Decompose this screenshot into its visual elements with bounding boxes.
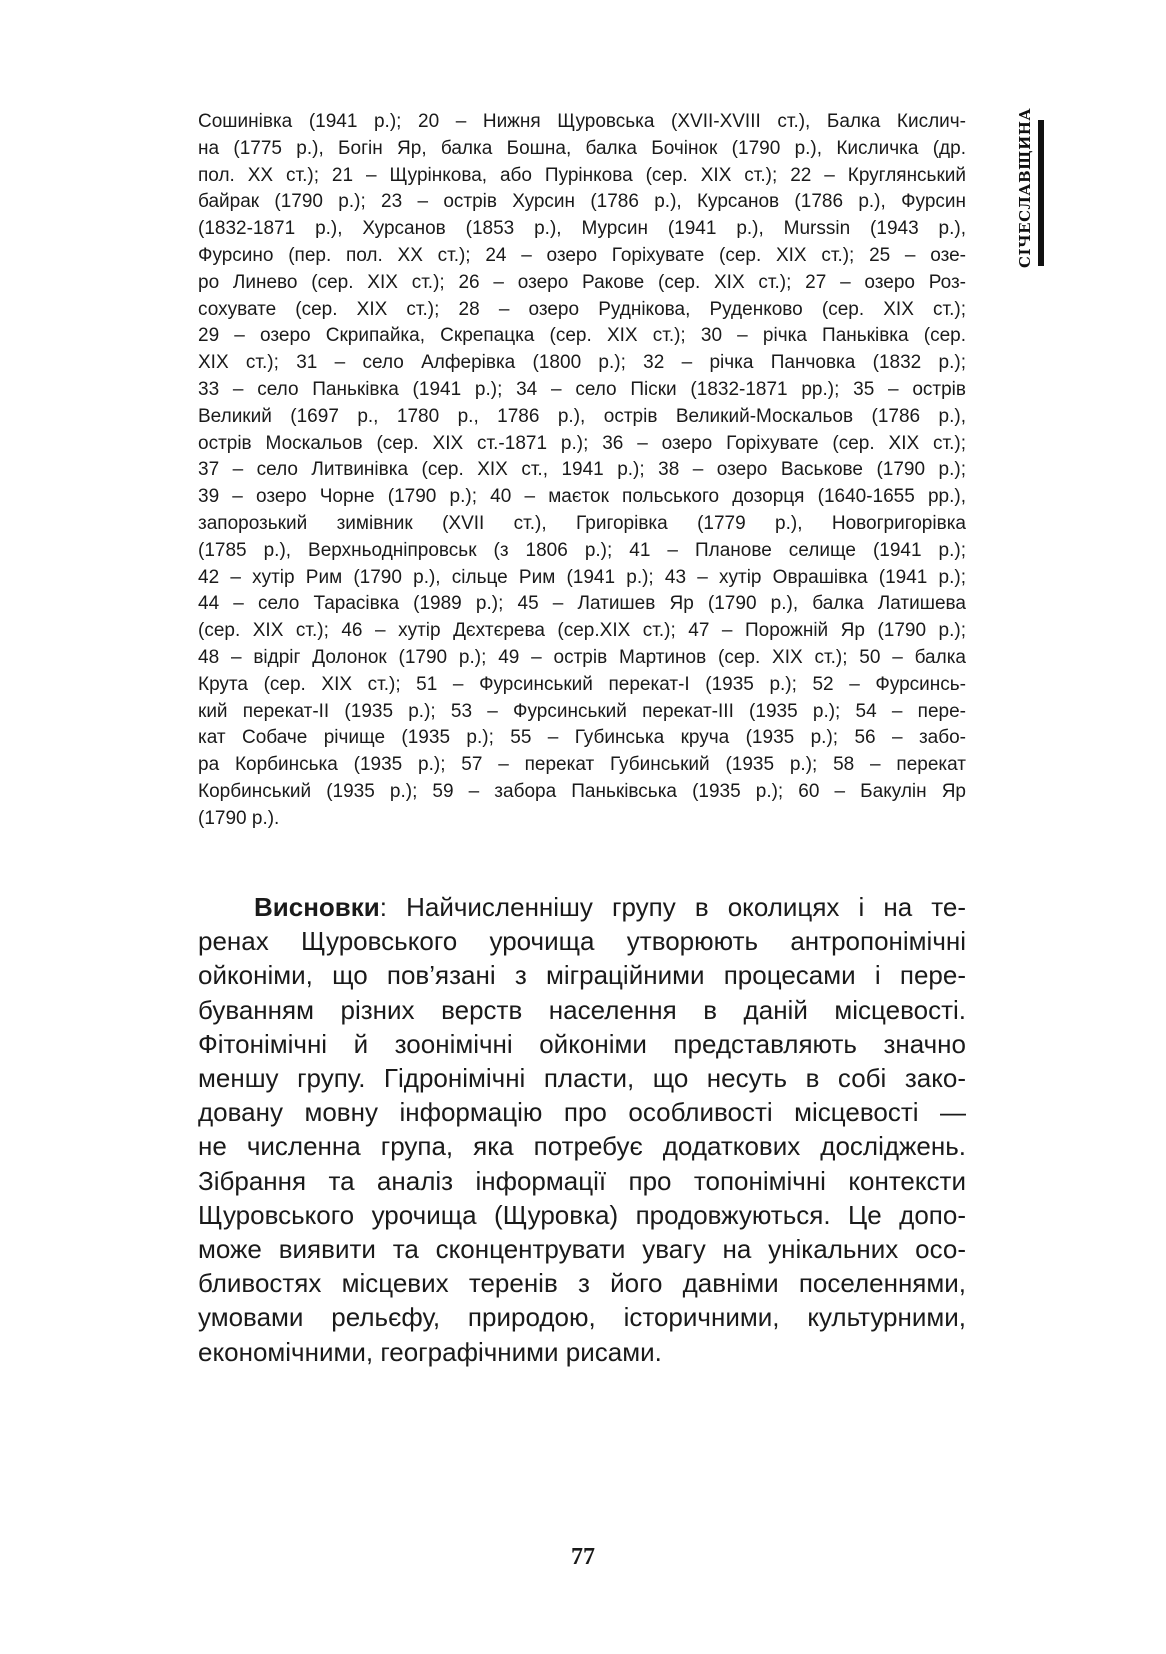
conclusions-line: буванням різних верств населення в даній місцевості. (198, 994, 966, 1025)
reference-line: Фурсино (пер. пол. XX ст.); 24 – озеро Горіхувате (сер. XIX ст.); 25 – озе- (198, 244, 966, 266)
reference-line: ро Линево (сер. XIX ст.); 26 – озеро Ракове (сер. XIX ст.); 27 – озеро Роз- (198, 271, 966, 293)
reference-line: запорозький зимівник (XVII ст.), Григорівка (1779 р.), Новогригорівка (198, 512, 966, 534)
reference-line: острів Москальов (сер. XIX ст.-1871 р.); 36 – озеро Горіхувате (сер. XIX ст.); (198, 432, 966, 454)
references-list (198, 109, 966, 833)
conclusions-line: може виявити та сконцентрувати увагу на унікальних осо- (198, 1234, 966, 1265)
reference-line: (сер. XIX ст.); 46 – хутір Дєхтєрева (сер.XIX ст.); 47 – Порожній Яр (1790 р.); (198, 620, 966, 642)
reference-line: (1832-1871 р.), Хурсанов (1853 р.), Мурсин (1941 р.), Murssin (1943 р.), (198, 218, 966, 240)
conclusions-line: Зібрання та аналіз інформації про топонімічні контексти (198, 1165, 966, 1196)
reference-line: (1790 р.). (198, 807, 280, 829)
publication-logo (998, 107, 1048, 268)
reference-line: байрак (1790 р.); 23 – острів Хурсин (1786 р.), Курсанов (1786 р.), Фурсин (198, 191, 966, 213)
conclusions-label: Висновки (254, 892, 380, 922)
reference-line: Корбинський (1935 р.); 59 – забора Паньківська (1935 р.); 60 – Бакулін Яр (198, 780, 966, 802)
conclusions-line: довану мовну інформацію про особливості місцевості — (198, 1097, 966, 1128)
logo-bar (1038, 120, 1044, 266)
reference-line: ра Корбинська (1935 р.); 57 – перекат Губинський (1935 р.); 58 – перекат (198, 754, 966, 776)
conclusions-first-line-text: : Найчисленнішу групу в околицях і на те- (379, 892, 966, 922)
reference-line: Великий (1697 р., 1780 р., 1786 р.), острів Великий-Москальов (1786 р.), (198, 405, 966, 427)
reference-line: пол. XX ст.); 21 – Щурінкова, або Пурінкова (сер. XIX ст.); 22 – Круглянський (198, 164, 966, 186)
reference-line: кат Собаче річище (1935 р.); 55 – Губинська круча (1935 р.); 56 – забо- (198, 727, 966, 749)
reference-line: 48 – відріг Долонок (1790 р.); 49 – острів Мартинов (сер. XIX ст.); 50 – балка (198, 646, 966, 668)
conclusions-first-line (198, 890, 966, 924)
reference-line: кий перекат-ІІ (1935 р.); 53 – Фурсинський перекат-ІІІ (1935 р.); 54 – пере- (198, 700, 966, 722)
conclusions-line: меншу групу. Гідронімічні пласти, що несуть в собі зако- (198, 1063, 966, 1094)
conclusions-line: ойконіми, що пов’язані з міграційними процесами і пере- (198, 960, 966, 991)
reference-line: (1785 р.), Верхньодніпровськ (з 1806 р.); 41 – Планове селище (1941 р.); (198, 539, 966, 561)
conclusions-lines (198, 924, 966, 1369)
reference-line: Крута (сер. XIX ст.); 51 – Фурсинський перекат-І (1935 р.); 52 – Фурсинсь- (198, 673, 966, 695)
conclusions-line: Фітонімічні й зоонімічні ойконіми представляють значно (198, 1028, 966, 1059)
reference-line: 29 – озеро Скрипайка, Скрепацка (сер. XIX ст.); 30 – річка Паньківка (сер. (198, 325, 966, 347)
reference-line: Сошинівка (1941 р.); 20 – Нижня Щуровська (XVII-XVIII ст.), Балка Кислич- (198, 111, 966, 132)
conclusions-line: економічними, географічними рисами. (198, 1336, 662, 1367)
reference-line: 39 – озеро Чорне (1790 р.); 40 – маєток польського дозорця (1640-1655 рр.), (198, 486, 966, 508)
conclusions-paragraph (198, 890, 966, 1369)
conclusions-line: ренах Щуровського урочища утворюють антропонімічні (198, 926, 966, 957)
conclusions-line: Щуровського урочища (Щуровка) продовжуються. Це допо- (198, 1199, 966, 1230)
reference-line: сохувате (сер. XIX ст.); 28 – озеро Руднікова, Руденково (сер. XIX ст.); (198, 298, 966, 320)
reference-line: на (1775 р.), Богін Яр, балка Бошна, балка Бочінок (1790 р.), Кисличка (др. (198, 137, 966, 159)
reference-line: 37 – село Литвинівка (сер. XIX ст., 1941 р.); 38 – озеро Васькове (1790 р.); (198, 459, 966, 481)
conclusions-line: не численна група, яка потребує додаткових досліджень. (198, 1131, 966, 1162)
logo-text: СІЧЕСЛАВЩИНА (1016, 107, 1034, 268)
conclusions-line: умовами рельєфу, природою, історичними, культурними, (198, 1302, 966, 1333)
reference-line: XIX ст.); 31 – село Алферівка (1800 р.); 32 – річка Панчовка (1832 р.); (198, 352, 966, 374)
conclusions-line: бливостях місцевих теренів з його давніми поселеннями, (198, 1268, 966, 1299)
reference-line: 44 – село Тарасівка (1989 р.); 45 – Латишев Яр (1790 р.), балка Латишева (198, 593, 966, 615)
reference-line: 42 – хутір Рим (1790 р.), сільце Рим (1941 р.); 43 – хутір Оврашівка (1941 р.); (198, 566, 966, 588)
reference-line: 33 – село Паньківка (1941 р.); 34 – село Піски (1832-1871 рр.); 35 – острів (198, 378, 966, 400)
page-number: 77 (571, 1544, 595, 1570)
